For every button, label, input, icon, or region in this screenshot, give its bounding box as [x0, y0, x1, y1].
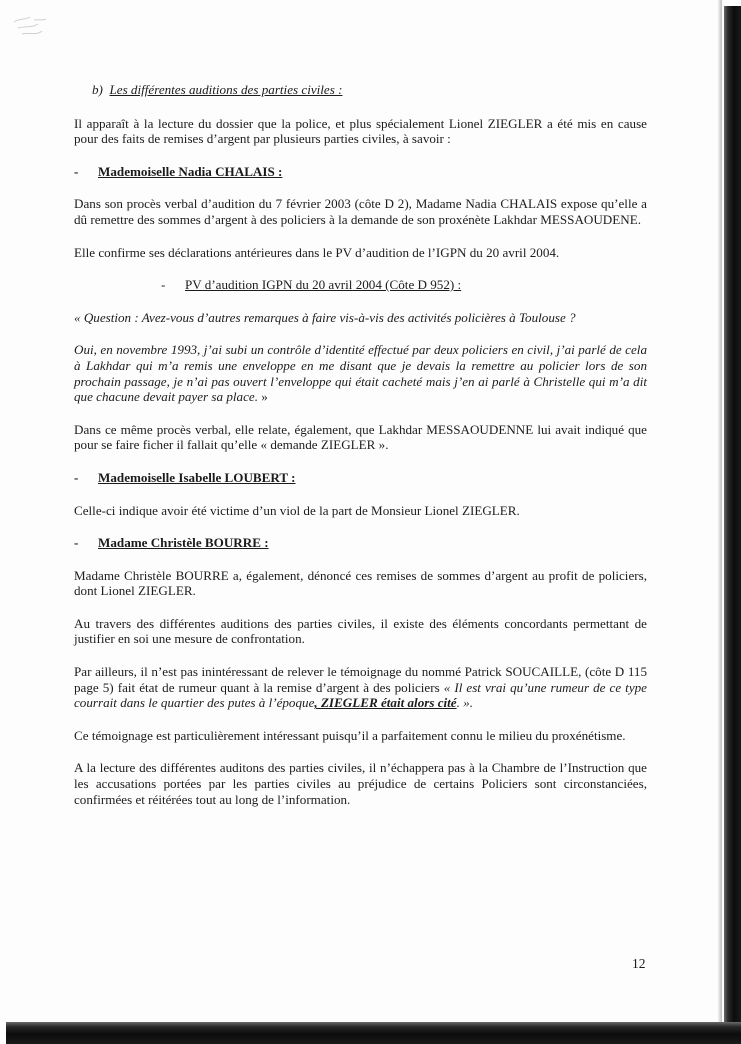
section-title-text: Les différentes auditions des parties civiles :: [109, 82, 343, 97]
section-title: [74, 82, 647, 98]
witness-heading-bourre: [74, 535, 647, 551]
soucaille-paragraph: [74, 664, 647, 711]
list-dash: -: [161, 277, 166, 293]
list-dash: -: [74, 535, 79, 551]
pv-subheading-text: PV d’audition IGPN du 20 avril 2004 (Côte D 952) :: [185, 277, 462, 293]
witness-heading-chalais: [74, 164, 647, 180]
page-number: 12: [632, 956, 646, 971]
soucaille-quote: « Il est vrai qu’une rumeur de ce type courrait dans le quartier des putes à l’époque: [74, 679, 647, 711]
document-body: [74, 82, 647, 824]
temoignage-paragraph: Ce témoignage est particulièrement intéressant puisqu’il a parfaitement connu le milieu du proxénétisme.: [74, 727, 626, 743]
list-dash: -: [74, 469, 79, 485]
witness-heading-text: Mademoiselle Nadia CHALAIS :: [98, 163, 283, 179]
intro-paragraph: Il apparaît à la lecture du dossier que la police, et plus spécialement Lionel ZIEGLER a été mis en cause pour des faits de remises d’argent par plusieurs parties civiles, à savoir :: [74, 115, 647, 147]
chalais-paragraph-3: Dans ce même procès verbal, elle relate, également, que Lakhdar MESSAOUDENNE lui avait indiqué que pour se faire ficher il fallait qu’elle « demande ZIEGLER ».: [74, 421, 647, 453]
scan-artifact-icon: [12, 14, 54, 40]
pv-subheading: [74, 277, 647, 293]
witness-heading-text: Madame Christèle BOURRE :: [98, 535, 269, 551]
bourre-paragraph: Madame Christèle BOURRE a, également, dénoncé ces remises de sommes d’argent au profit de policiers, dont Lionel ZIEGLER.: [74, 567, 647, 599]
pv-question: « Question : Avez-vous d’autres remarques à faire vis-à-vis des activités policières à Toulouse ?: [74, 309, 576, 325]
section-title-prefix: b): [92, 82, 103, 97]
pv-answer-text: Oui, en novembre 1993, j’ai subi un contrôle d’identité effectué par deux policiers en civil, j’ai parlé de cela à Lakhdar qui m’a remis une enveloppe en me disant que je devais la remettre au policier lors de son prochain passage, je n’ai pas ouvert l’enveloppe qui était cacheté mais j’en ai parlé à Christelle qui m’a dit que chacune devait payer sa place.: [74, 342, 647, 405]
conclusion-paragraph: A la lecture des différentes auditons des parties civiles, il n’échappera pas à la Chambre de l’Instruction que les accusations portées par les parties civiles au préjudice de certains Policiers sont circonstanciées, confirmées et réitérées tout au long de l’information.: [74, 760, 647, 807]
page-edge: [718, 0, 722, 1022]
scan-shadow-right: [724, 6, 741, 1044]
confrontation-paragraph: Au travers des différentes auditions des parties civiles, il existe des éléments concordants permettant de justifier en soi une mesure de confrontation.: [74, 615, 647, 647]
witness-heading-loubert: [74, 470, 647, 486]
witness-heading-text: Mademoiselle Isabelle LOUBERT :: [98, 469, 296, 485]
list-dash: -: [74, 163, 79, 179]
chalais-paragraph-2: Elle confirme ses déclarations antérieures dans le PV d’audition de l’IGPN du 20 avril 2004.: [74, 244, 560, 260]
soucaille-quote-end: . ».: [456, 695, 473, 711]
pv-answer-close: »: [257, 389, 268, 405]
loubert-paragraph: Celle-ci indique avoir été victime d’un viol de la part de Monsieur Lionel ZIEGLER.: [74, 502, 520, 518]
soucaille-text: Par ailleurs, il n’est pas inintéressant de relever le témoignage du nommé Patrick SOUCAILLE, (côte D 115 page 5) fait état de rumeur quant à la remise d’argent à des policiers: [74, 664, 647, 695]
soucaille-emphasis: , ZIEGLER était alors cité: [314, 695, 457, 711]
chalais-paragraph-1: Dans son procès verbal d’audition du 7 février 2003 (côte D 2), Madame Nadia CHALAIS expose qu’elle a dû remettre des sommes d’argent à des policiers à la demande de son proxénète Lakhdar MESSAOUDENE.: [74, 196, 647, 227]
scan-shadow-bottom: [6, 1022, 741, 1044]
pv-answer: [74, 342, 647, 404]
